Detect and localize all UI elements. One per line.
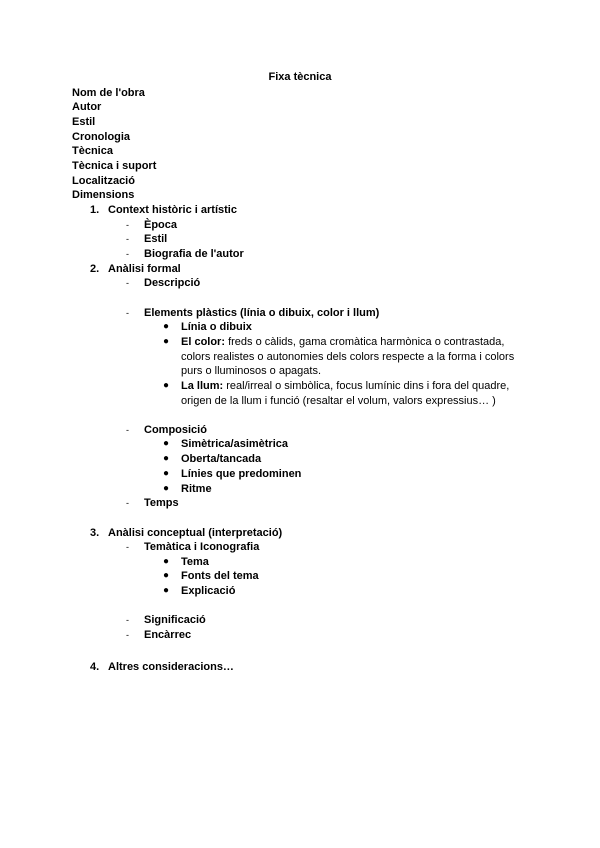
dash-marker: -: [126, 234, 129, 244]
list-item: Biografia de l'autor: [144, 248, 244, 260]
document-title: Fixa tècnica: [268, 71, 332, 83]
bullet-item: Línies que predominen: [181, 468, 302, 480]
bullet-marker: ●: [163, 438, 170, 449]
bullet-text: real/irreal o simbòlica, focus lumínic dins i fora del quadre,: [226, 380, 510, 392]
bullet-marker: ●: [163, 468, 170, 479]
dash-marker: -: [126, 308, 129, 318]
dash-marker: -: [126, 498, 129, 508]
bullet-marker: ●: [163, 336, 170, 347]
section-number: 1.: [90, 204, 100, 216]
field-cronologia: Cronologia: [72, 131, 131, 143]
bullet-item: Oberta/tancada: [181, 453, 262, 465]
section-heading: Anàlisi formal: [108, 263, 181, 275]
bullet-item: Explicació: [181, 585, 236, 597]
dash-marker: -: [126, 278, 129, 288]
list-item: Temps: [144, 497, 179, 509]
bullet-text: freds o càlids, gama cromàtica harmònica o contrastada,: [228, 336, 505, 348]
bullet-item: Tema: [181, 556, 209, 568]
bullet-item: Línia o dibuix: [181, 321, 252, 333]
dash-marker: -: [126, 249, 129, 259]
bullet-strong: El color:: [181, 336, 226, 348]
bullet-item: [181, 379, 509, 394]
bullet-marker: ●: [163, 453, 170, 464]
bullet-marker: ●: [163, 321, 170, 332]
bullet-item: Simètrica/asimètrica: [181, 438, 289, 450]
list-item: Composició: [144, 424, 207, 436]
bullet-strong: La llum:: [181, 380, 224, 392]
bullet-continuation: purs o lluminosos o apagats.: [181, 365, 322, 377]
field-autor: Autor: [72, 101, 102, 113]
section-heading: Altres consideracions…: [108, 661, 234, 673]
section-heading: Anàlisi conceptual (interpretació): [108, 527, 283, 539]
list-item: Estil: [144, 233, 168, 245]
bullet-item: Fonts del tema: [181, 570, 259, 582]
dash-marker: -: [126, 630, 129, 640]
bullet-continuation: colors realistes o autonomies dels colors respecte a la forma i colors: [181, 351, 515, 363]
section-number: 3.: [90, 527, 100, 539]
list-item: Encàrrec: [144, 629, 192, 641]
bullet-marker: ●: [163, 380, 170, 391]
dash-marker: -: [126, 425, 129, 435]
bullet-item: Ritme: [181, 483, 212, 495]
bullet-item: [181, 335, 504, 350]
section-number: 4.: [90, 661, 100, 673]
list-item: Elements plàstics (línia o dibuix, color i llum): [144, 307, 380, 319]
bullet-marker: ●: [163, 585, 170, 596]
field-nom-obra: Nom de l'obra: [72, 87, 145, 99]
section-number: 2.: [90, 263, 100, 275]
field-tecnica-suport: Tècnica i suport: [72, 160, 157, 172]
list-item: Descripció: [144, 277, 201, 289]
section-heading: Context històric i artístic: [108, 204, 237, 216]
dash-marker: -: [126, 220, 129, 230]
field-localitzacio: Localització: [72, 175, 135, 187]
field-tecnica: Tècnica: [72, 145, 113, 157]
bullet-marker: ●: [163, 570, 170, 581]
list-item: Època: [144, 219, 178, 231]
dash-marker: -: [126, 615, 129, 625]
field-dimensions: Dimensions: [72, 189, 135, 201]
bullet-continuation: origen de la llum i funció (resaltar el volum, valors expressius… ): [181, 395, 496, 407]
bullet-marker: ●: [163, 483, 170, 494]
field-estil: Estil: [72, 116, 96, 128]
bullet-marker: ●: [163, 556, 170, 567]
dash-marker: -: [126, 542, 129, 552]
list-item: Temàtica i Iconografia: [144, 541, 260, 553]
list-item: Significació: [144, 614, 206, 626]
